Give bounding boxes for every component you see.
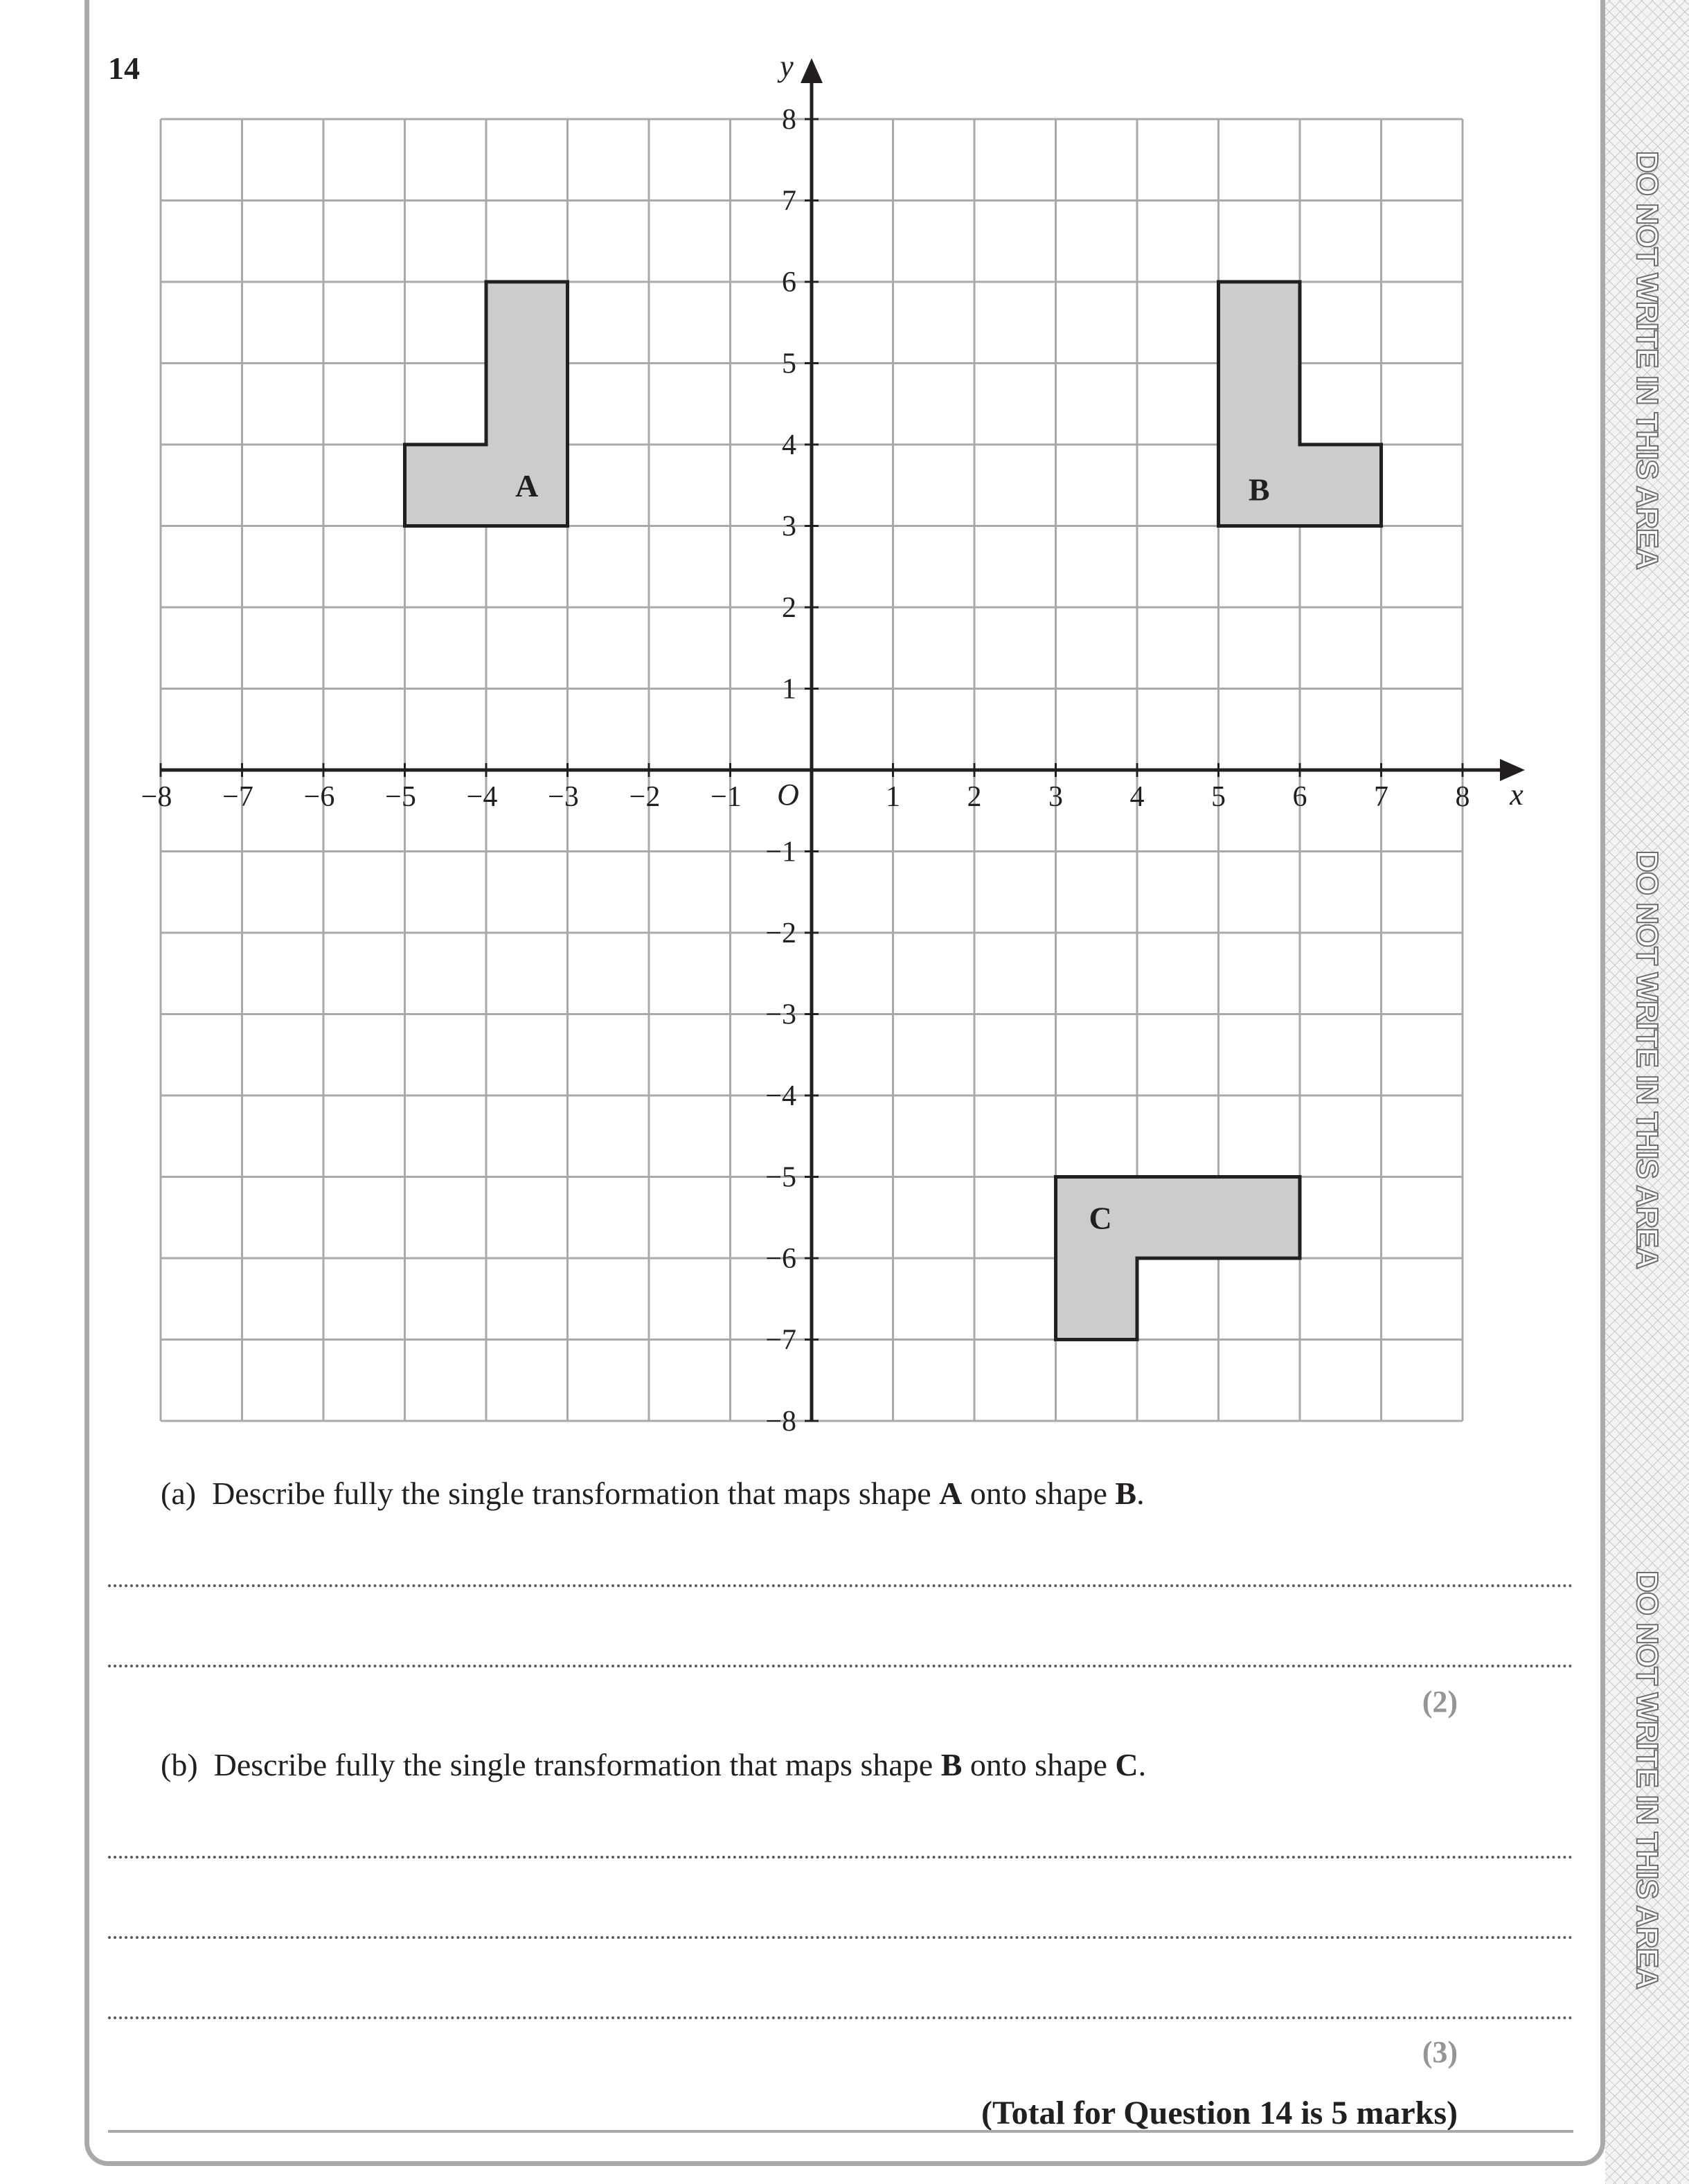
x-tick-label: 6 xyxy=(1292,781,1307,813)
x-tick-label: 5 xyxy=(1211,781,1226,813)
part-a-marks: (2) xyxy=(1422,1685,1458,1719)
y-tick-label: −5 xyxy=(765,1161,796,1194)
x-tick-label: −4 xyxy=(466,781,498,813)
part-a-text-1: Describe fully the single transformation that maps shape xyxy=(212,1476,940,1511)
part-a-shape-from: A xyxy=(939,1476,963,1511)
x-tick-label: 4 xyxy=(1129,781,1145,813)
y-tick-label: −7 xyxy=(765,1324,796,1357)
x-axis-label: x xyxy=(1510,778,1523,812)
y-tick-label: 1 xyxy=(782,673,796,706)
answer-line-b3[interactable] xyxy=(108,2016,1573,2019)
x-tick-label: −1 xyxy=(711,781,742,813)
y-tick-label: 3 xyxy=(782,510,796,543)
part-b-shape-from: B xyxy=(940,1747,963,1782)
y-tick-label: 5 xyxy=(782,348,796,380)
y-axis-arrow-icon xyxy=(801,58,823,83)
y-tick-label: −1 xyxy=(765,836,796,868)
shape-label-a: A xyxy=(515,467,539,503)
x-tick-label: −5 xyxy=(385,781,416,813)
y-tick-label: −8 xyxy=(765,1406,796,1438)
y-tick-label: −2 xyxy=(765,918,796,949)
y-tick-label: −6 xyxy=(765,1243,796,1275)
x-tick-label: 2 xyxy=(967,781,982,813)
part-a-text-2: onto shape xyxy=(962,1476,1116,1511)
shape-label-b: B xyxy=(1248,472,1270,508)
y-tick-label: 2 xyxy=(782,592,796,624)
part-a-question xyxy=(161,1475,1145,1512)
x-tick-label: −2 xyxy=(629,781,661,813)
answer-line-b2[interactable] xyxy=(108,1936,1573,1939)
y-tick-label: 4 xyxy=(782,429,796,461)
x-tick-label: 1 xyxy=(886,781,900,813)
shape-label-c: C xyxy=(1089,1200,1112,1236)
x-tick-label: −3 xyxy=(548,781,579,813)
x-tick-label: −6 xyxy=(303,781,335,813)
part-b-question xyxy=(161,1746,1146,1783)
y-tick-label: 6 xyxy=(782,267,796,298)
bottom-rule xyxy=(108,2130,1573,2133)
answer-line-a2[interactable] xyxy=(108,1665,1573,1667)
x-tick-label: −8 xyxy=(141,781,172,813)
question-number: 14 xyxy=(108,51,140,86)
origin-label: O xyxy=(777,778,799,812)
answer-line-b1[interactable] xyxy=(108,1856,1573,1859)
part-a-text-3: . xyxy=(1136,1476,1145,1511)
y-tick-label: −3 xyxy=(765,999,796,1031)
part-b-text-1: Describe fully the single transformation that maps shape xyxy=(213,1747,941,1782)
y-tick-label: 8 xyxy=(782,104,796,136)
shape-b xyxy=(1219,282,1382,526)
y-tick-label: −4 xyxy=(765,1080,796,1112)
part-b-shape-to: C xyxy=(1115,1747,1138,1782)
x-tick-label: −7 xyxy=(222,781,253,813)
x-tick-label: 3 xyxy=(1048,781,1063,813)
part-a-label: (a) xyxy=(161,1476,197,1511)
part-a-shape-to: B xyxy=(1115,1476,1137,1511)
part-b-text-2: onto shape xyxy=(962,1747,1116,1782)
x-tick-label: 8 xyxy=(1455,781,1470,813)
part-b-text-3: . xyxy=(1138,1747,1147,1782)
y-axis-label: y xyxy=(780,49,794,83)
x-tick-label: 7 xyxy=(1374,781,1388,813)
y-tick-label: 7 xyxy=(782,185,796,217)
question-total: (Total for Question 14 is 5 marks) xyxy=(981,2095,1458,2131)
shape-a xyxy=(405,282,568,526)
part-b-marks: (3) xyxy=(1422,2035,1458,2069)
answer-line-a1[interactable] xyxy=(108,1584,1573,1587)
part-b-label: (b) xyxy=(161,1747,198,1782)
